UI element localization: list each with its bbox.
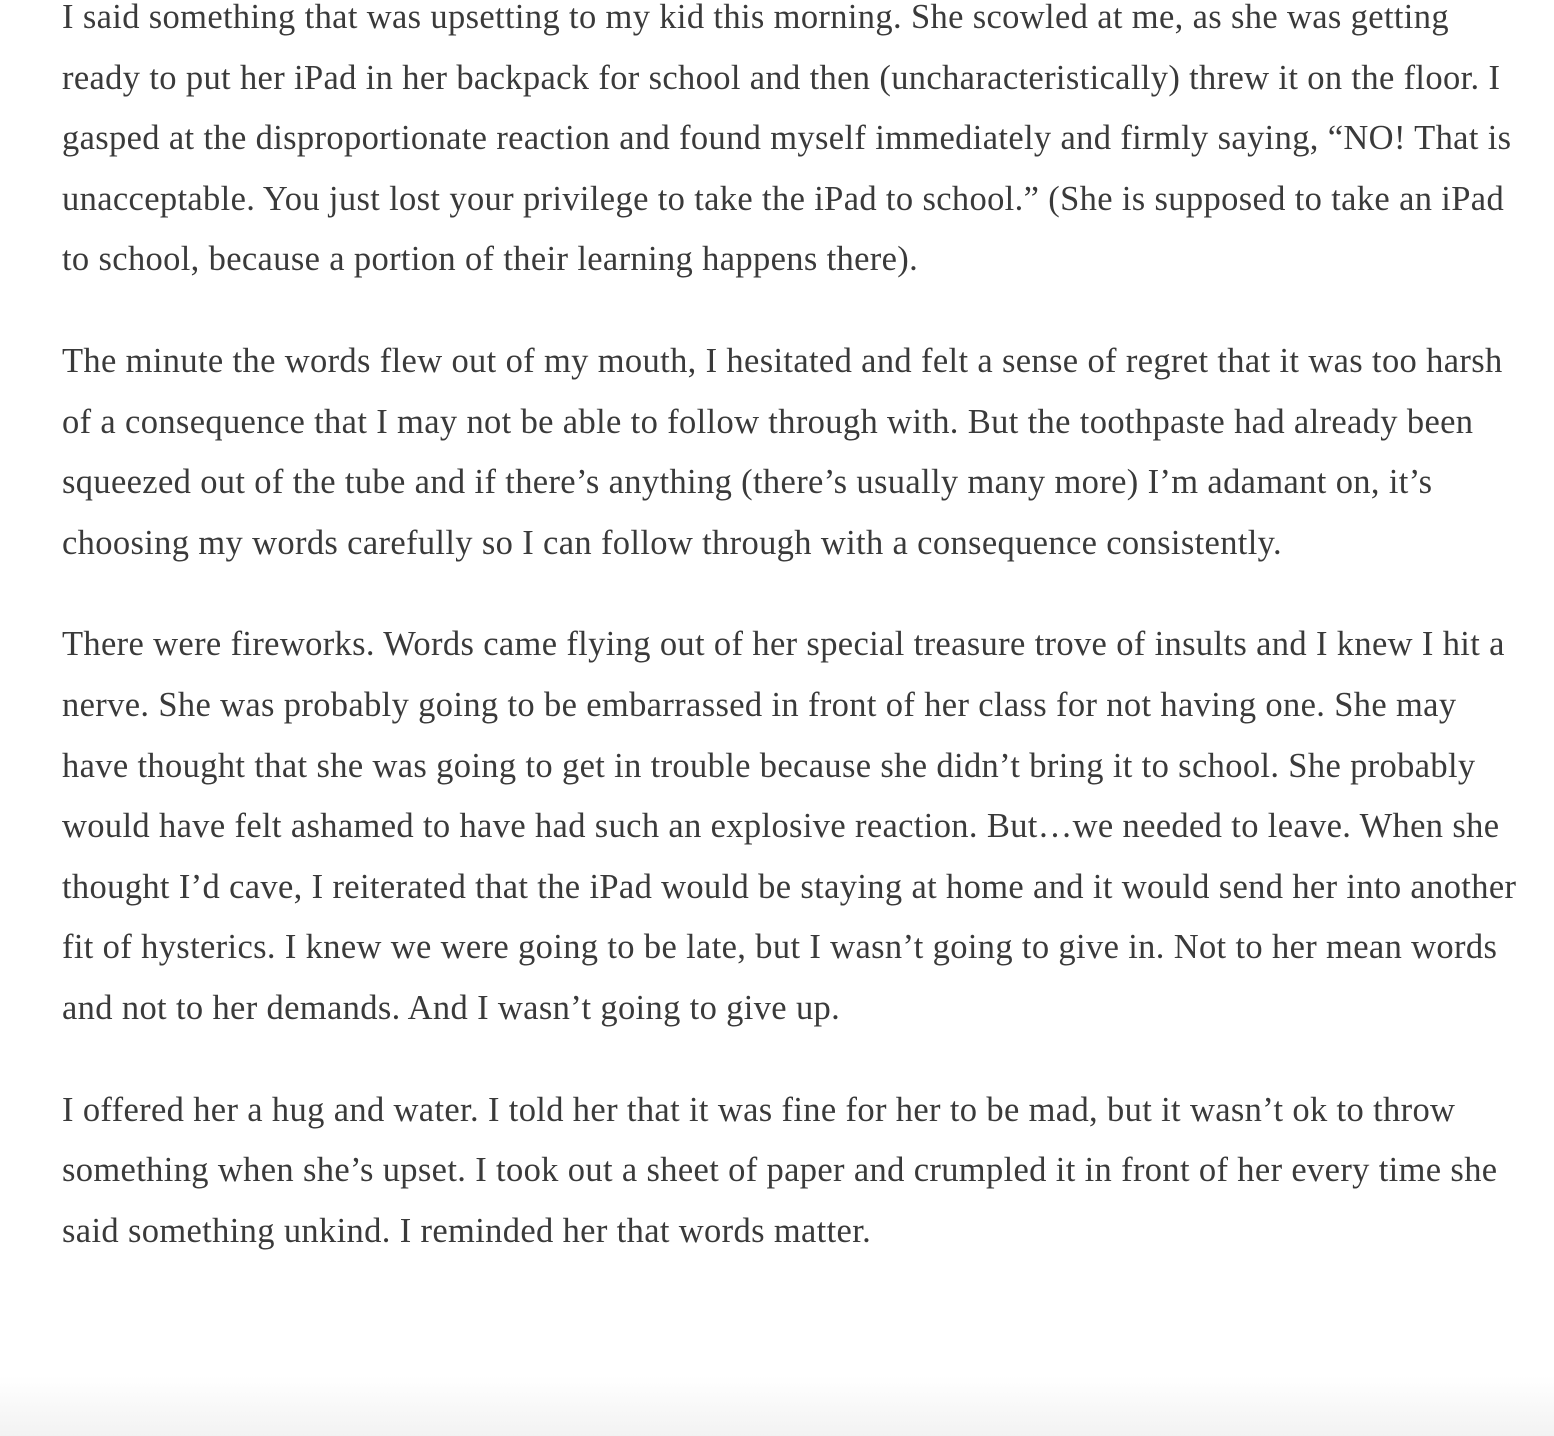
paragraph-ipad-incident: I said something that was upsetting to my kid this morning. She scowled at me, as she was getting ready to put her iPad in her backpack for school and then (uncharacteristically) threw it on the floor. I gasped at the disproportionate reaction and found myself immediately and firmly saying, “NO! That is unacceptable. You just lost your privilege to take the iPad to school.” (She is supposed to take an iPad to school, because a portion of their learning happens there). xyxy=(62,0,1512,279)
paragraph-regret: The minute the words flew out of my mouth, I hesitated and felt a sense of regret that it was too harsh of a consequence that I may not be able to follow through with. But the toothpaste had already been squeezed out of the tube and if there’s anything (there’s usually many more) I’m adamant on, it’s choosing my words carefully so I can follow through with a consequence consistently. xyxy=(62,341,1503,562)
bottom-fade-overlay xyxy=(0,1376,1554,1436)
paragraph-hug-and-water: I offered her a hug and water. I told her that it was fine for her to be mad, but it wasn’t ok to throw something when she’s upset. I took out a sheet of paper and crumpled it in front of her every time she said something unkind. I reminded her that words matter. xyxy=(62,1090,1498,1250)
article-body xyxy=(62,0,1522,1302)
paragraph-fireworks: There were fireworks. Words came flying out of her special treasure trove of insults and I knew I hit a nerve. She was probably going to be embarrassed in front of her class for not having one. She may have thought that she was going to get in trouble because she didn’t bring it to school. She probably would have felt ashamed to have had such an explosive reaction. But…we needed to leave. When she thought I’d cave, I reiterated that the iPad would be staying at home and it would send her into another fit of hysterics. I knew we were going to be late, but I wasn’t going to give in. Not to her mean words and not to her demands. And I wasn’t going to give up. xyxy=(62,625,1517,1027)
